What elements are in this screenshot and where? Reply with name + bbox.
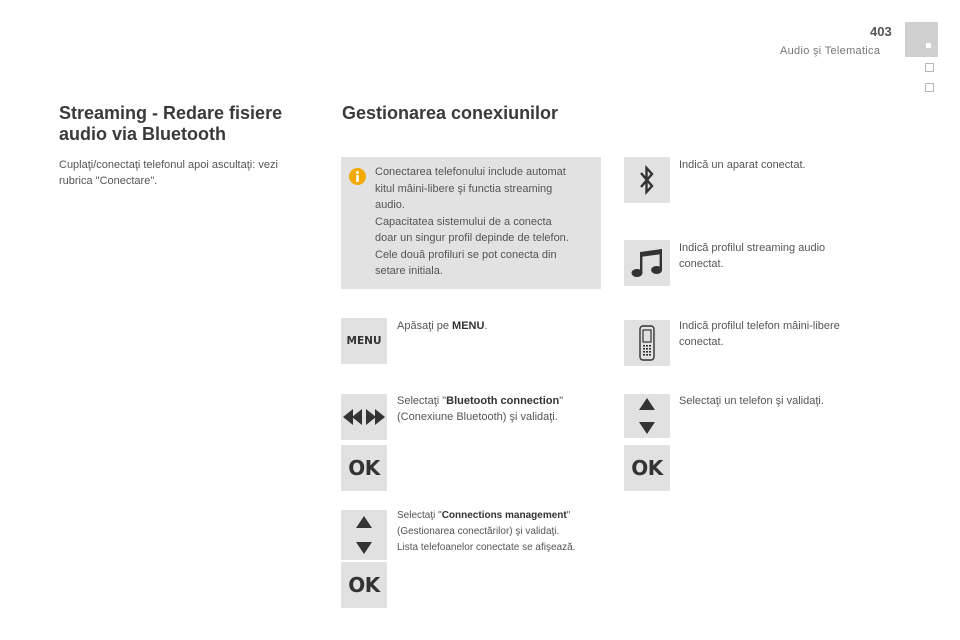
handsfree-description — [679, 318, 840, 350]
page-number: 403 — [870, 24, 892, 39]
step-text: Selectaţi " — [397, 510, 442, 521]
text-line: Indică profilul streaming audio — [679, 242, 826, 254]
title-line: audio via Bluetooth — [59, 124, 227, 144]
step-keyword: Bluetooth connection — [446, 395, 560, 407]
bluetooth-indicator — [624, 157, 670, 203]
bluetooth-icon — [639, 165, 655, 195]
step-text: (Gestionarea conectărilor) şi validaţi. — [397, 526, 560, 537]
step-text: . — [484, 320, 488, 332]
up-down-arrows-button[interactable] — [341, 510, 387, 560]
left-right-arrows-button[interactable] — [341, 394, 387, 440]
streaming-description — [59, 157, 309, 189]
step-text: Apăsaţi pe — [397, 320, 453, 332]
step-bluetooth-connection — [397, 393, 563, 425]
section-title-connections — [342, 103, 558, 124]
streaming-indicator — [624, 240, 670, 286]
step-keyword: Connections management — [441, 510, 567, 521]
up-down-arrows-button[interactable] — [624, 394, 670, 438]
info-line: doar un singur profil depinde de telefon. — [375, 232, 569, 244]
bluetooth-description: Indică un aparat conectat. — [679, 159, 806, 171]
tab-box — [925, 83, 934, 92]
step-text: " — [559, 395, 564, 407]
info-line: setare initiala. — [375, 265, 443, 277]
tab-box — [925, 63, 934, 72]
chapter-tab-marker — [905, 22, 938, 57]
chapter-title: Audio şi Telematica — [780, 45, 881, 57]
info-line: Conectarea telefonului include automat — [375, 166, 566, 178]
left-right-arrows-icon — [343, 408, 385, 426]
section-title-streaming — [59, 103, 319, 145]
text-line: Cuplaţi/conectaţi telefonul apoi ascultaţi: vezi — [59, 159, 278, 171]
step-text: (Conexiune Bluetooth) şi validaţi. — [397, 411, 558, 423]
title-line: Streaming - Redare fisiere — [59, 103, 283, 123]
step-keyword: MENU — [452, 320, 485, 332]
text-line: Indică profilul telefon mâini-libere — [679, 320, 840, 332]
music-note-icon — [631, 248, 663, 278]
ok-button[interactable]: OK — [341, 445, 387, 491]
text-line: rubrica "Conectare". — [59, 175, 158, 187]
text-line: conectat. — [679, 258, 724, 270]
info-line: kitul mâini-libere şi functia streaming — [375, 182, 553, 195]
title-text: Gestionarea conexiunilor — [342, 103, 559, 123]
info-line: audio. — [375, 199, 405, 211]
streaming-description — [679, 240, 825, 272]
up-down-arrows-icon — [638, 398, 656, 434]
menu-button[interactable]: MENU — [341, 318, 387, 364]
select-phone-description: Selectaţi un telefon şi validaţi. — [679, 395, 824, 407]
ok-button[interactable]: OK — [341, 562, 387, 608]
phone-icon — [637, 325, 657, 361]
step-press-menu — [397, 318, 488, 334]
handsfree-indicator — [624, 320, 670, 366]
step-connections-management — [397, 508, 575, 556]
tab-bullet — [926, 43, 931, 48]
info-text — [375, 164, 597, 280]
step-text: Lista telefoanelor conectate se afişează. — [397, 542, 576, 553]
info-line: Capacitatea sistemului de a conecta — [375, 215, 552, 228]
up-down-arrows-icon — [355, 516, 373, 554]
info-line: Cele două profiluri se pot conecta din — [375, 248, 557, 261]
info-icon — [349, 168, 366, 185]
ok-button[interactable]: OK — [624, 445, 670, 491]
step-text: Selectaţi " — [397, 395, 447, 407]
text-line: conectat. — [679, 336, 724, 348]
step-text: " — [566, 510, 571, 521]
